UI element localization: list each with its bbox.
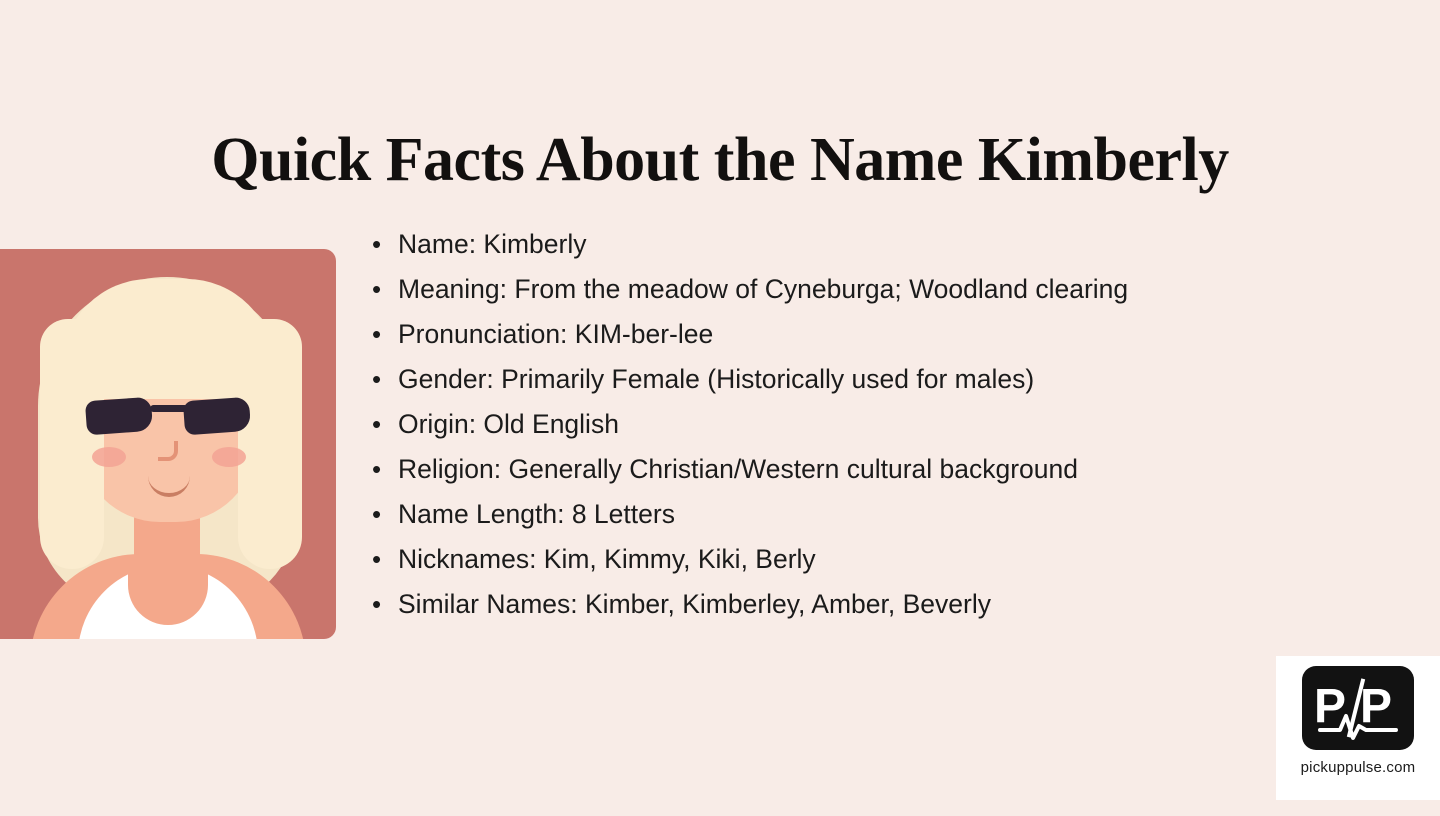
list-item: • Origin: Old English — [366, 402, 1406, 447]
svg-text:P: P — [1314, 680, 1347, 733]
sunglasses-lens-left — [85, 397, 153, 436]
cheek-right-blush — [212, 447, 246, 467]
list-item: • Gender: Primarily Female (Historically used for males) — [366, 357, 1406, 402]
avatar-illustration — [0, 249, 336, 639]
hair-right-strand — [238, 319, 302, 569]
hair-left-strand — [40, 319, 104, 569]
sunglasses-lens-right — [183, 397, 251, 436]
sunglasses-icon — [80, 397, 258, 437]
pp-logo-icon — [1302, 666, 1414, 750]
list-item: • Similar Names: Kimber, Kimberley, Amber, Beverly — [366, 582, 1406, 627]
brand-url: pickuppulse.com — [1300, 759, 1416, 776]
brand-logo — [1276, 656, 1440, 800]
list-item: • Pronunciation: KIM-ber-lee — [366, 312, 1406, 357]
page-title: Quick Facts About the Name Kimberly — [211, 125, 1229, 194]
list-item: • Religion: Generally Christian/Western cultural background — [366, 447, 1406, 492]
list-item: • Meaning: From the meadow of Cyneburga; Woodland clearing — [366, 267, 1406, 312]
list-item: • Name Length: 8 Letters — [366, 492, 1406, 537]
list-item: • Nicknames: Kim, Kimmy, Kiki, Berly — [366, 537, 1406, 582]
sunglasses-bridge — [150, 405, 188, 412]
cheek-left-blush — [92, 447, 126, 467]
list-item: • Name: Kimberly — [366, 222, 1406, 267]
svg-text:P: P — [1360, 680, 1393, 733]
facts-list — [366, 222, 1406, 627]
nose-shape — [158, 441, 178, 461]
